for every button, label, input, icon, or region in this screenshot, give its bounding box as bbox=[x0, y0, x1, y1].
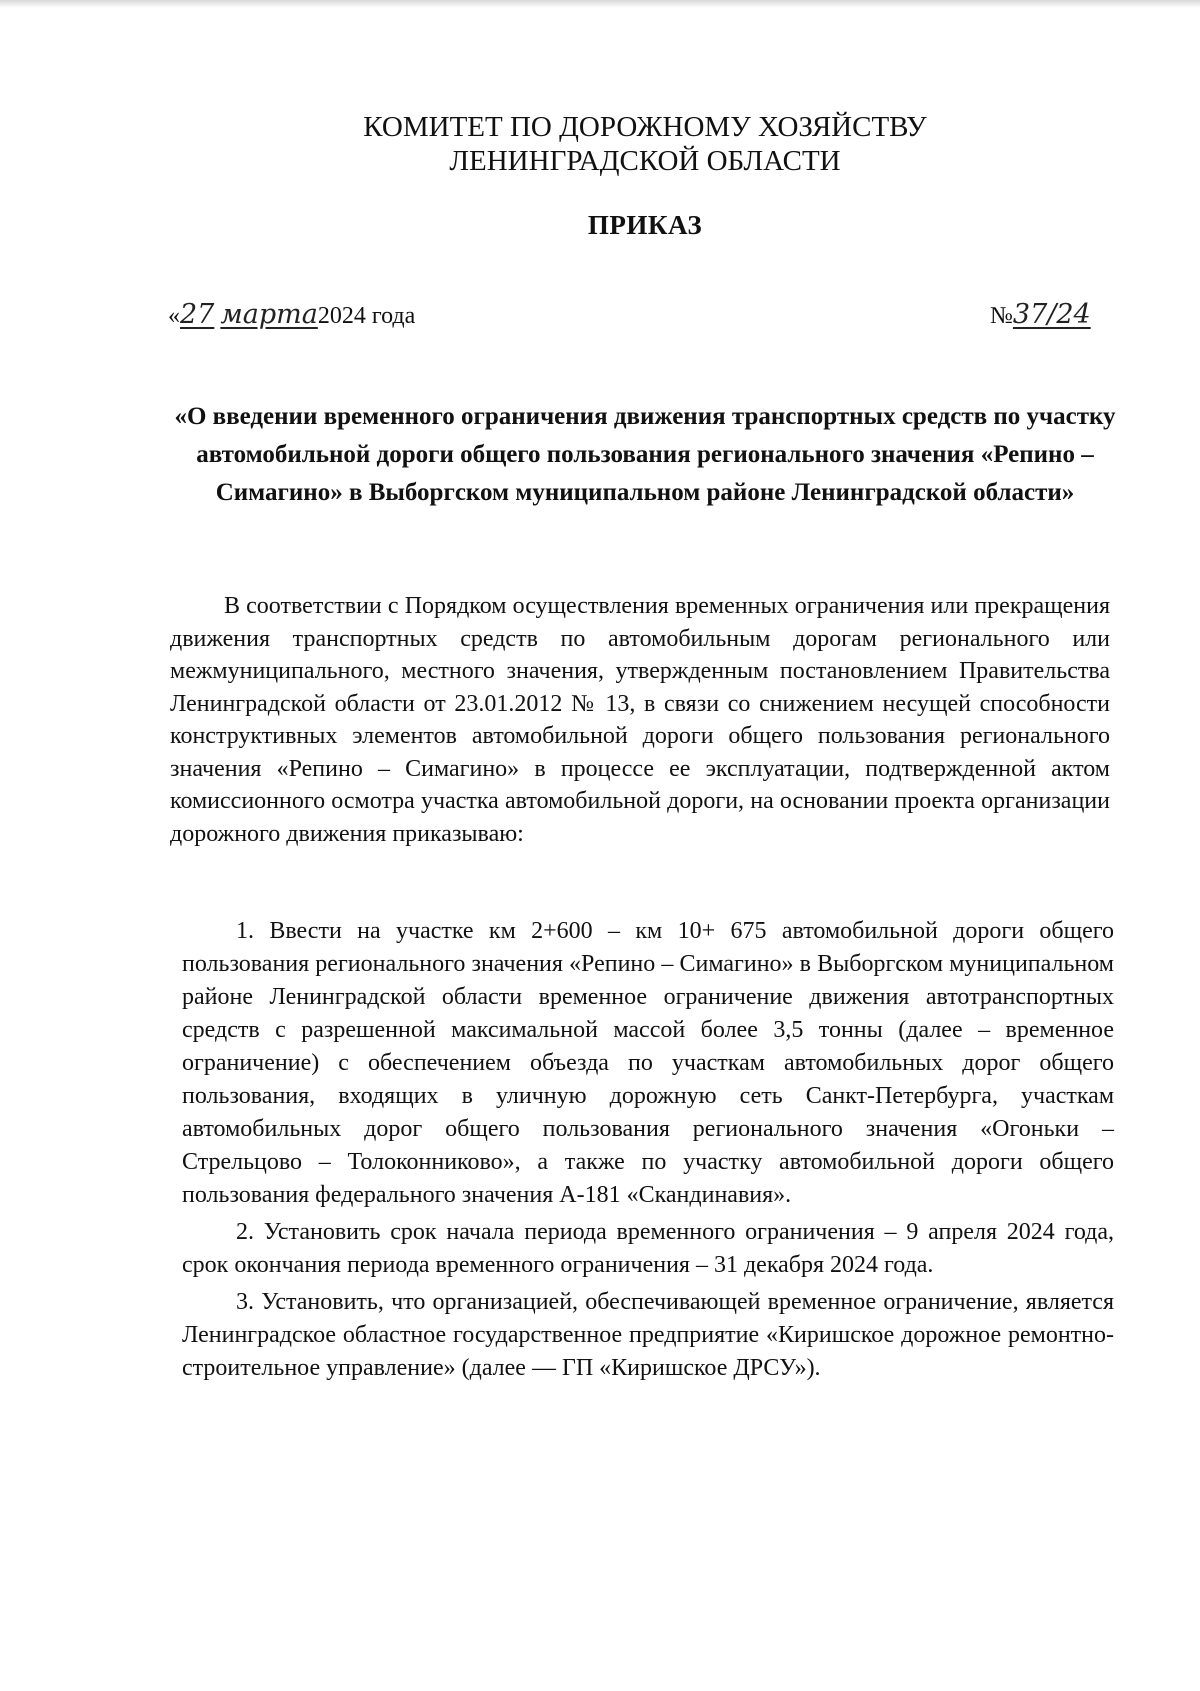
handwritten-day: 27 bbox=[180, 299, 215, 330]
document-type: ПРИКАЗ bbox=[587, 210, 703, 240]
number-sign: № bbox=[990, 303, 1013, 329]
organization-name-line-2: ЛЕНИНГРАДСКОЙ ОБЛАСТИ bbox=[449, 145, 841, 177]
date-quote: « bbox=[168, 303, 180, 329]
organization-header bbox=[0, 110, 1200, 178]
order-number bbox=[990, 299, 1091, 330]
date-year: 2024 года bbox=[317, 303, 416, 329]
organization-name-line-1: КОМИТЕТ ПО ДОРОЖНОМУ ХОЗЯЙСТВУ bbox=[363, 111, 927, 143]
order-subject: «О введении временного ограничения движения транспортных средств по участку автомобильной дороги общего пользования регионального значения «Репино – Симагино» в Выборгском муниципальном районе Ленинградской области» bbox=[174, 403, 1116, 506]
order-items bbox=[182, 915, 1114, 1389]
order-item-3: 3. Установить, что организацией, обеспечивающей временное ограничение, является Ленинградское областное государственное предприятие «Киришское дорожное ремонтно-строительное управление» (далее — ГП «Киришское ДРСУ»). bbox=[182, 1289, 1114, 1381]
handwritten-number: 37/24 bbox=[1012, 299, 1091, 330]
order-date bbox=[168, 299, 415, 330]
order-item-1: 1. Ввести на участке км 2+600 – км 10+ 675 автомобильной дороги общего пользования регионального значения «Репино – Симагино» в Выборгском муниципальном районе Ленинградской области временное ограничение движения автотранспортных средств с разрешенной максимальной массой более 3,5 тонны (далее – временное ограничение) с обеспечением объезда по участкам автомобильных дорог общего пользования, входящих в уличную дорожную сеть Санкт-Петербурга, участкам автомобильных дорог общего пользования регионального значения «Огоньки – Стрельцово – Толоконниково», а также по участку автомобильной дороги общего пользования федерального значения А-181 «Скандинавия». bbox=[182, 918, 1114, 1208]
handwritten-month: марта bbox=[220, 299, 318, 330]
order-item-2: 2. Установить срок начала периода временного ограничения – 9 апреля 2024 года, срок окончания периода временного ограничения – 31 декабря 2024 года. bbox=[182, 1219, 1114, 1278]
preamble-paragraph: В соответствии с Порядком осуществления временных ограничения или прекращения движения транспортных средств по автомобильным дорогам регионального или межмуниципального, местного значения, утвержденным постановлением Правительства Ленинградской области от 23.01.2012 № 13, в связи со снижением несущей способности конструктивных элементов автомобильной дороги общего пользования регионального значения «Репино – Симагино» в процессе ее эксплуатации, подтвержденной актом комиссионного осмотра участка автомобильной дороги, на основании проекта организации дорожного движения приказываю: bbox=[170, 593, 1110, 847]
scan-edge bbox=[0, 0, 1200, 8]
